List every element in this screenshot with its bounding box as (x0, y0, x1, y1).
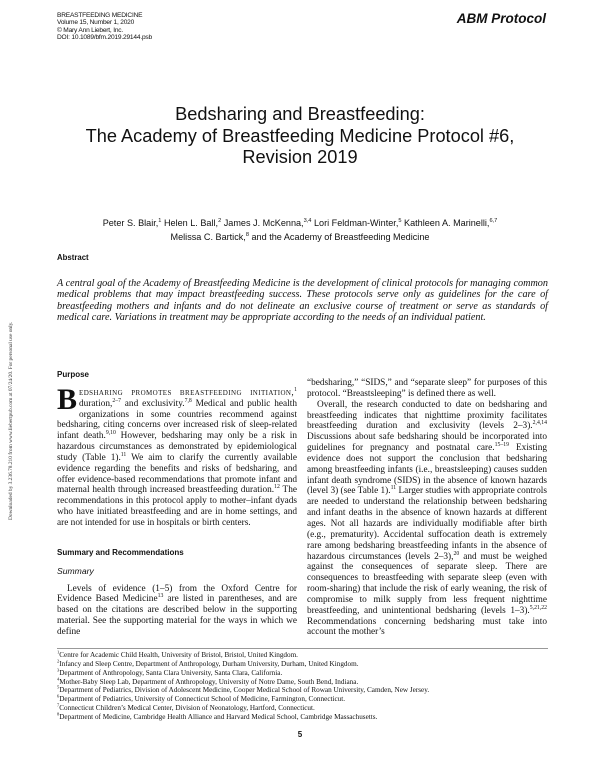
footnote-number: 1 (57, 649, 60, 655)
citation-superscript: 9,10 (105, 430, 116, 437)
citation-superscript: 12 (274, 484, 280, 491)
text-run: Lori Feldman-Winter, (311, 218, 399, 228)
footnote-text: Department of Anthropology, Santa Clara University, Santa Clara, California. (59, 668, 283, 677)
summary-paragraph-continued (307, 378, 547, 400)
footnote-text: Mother-Baby Sleep Lab, Department of Anthropology, University of Notre Dame, South Bend, Indiana. (59, 677, 359, 686)
title-line: The Academy of Breastfeeding Medicine Protocol #6, (85, 125, 515, 146)
footnote (57, 686, 429, 695)
footnote (57, 651, 429, 660)
summary-paragraph (307, 400, 547, 639)
footnote (57, 704, 429, 713)
citation-superscript: 2 (218, 217, 222, 224)
summary-heading: Summary and Recommendations (57, 547, 184, 557)
text-run: are listed in parentheses, and are based on the citations are described below in the supporting material. See the supporting material for the ways in which we define (57, 594, 297, 637)
protocol-label: ABM Protocol (456, 11, 546, 26)
author-list (0, 217, 600, 244)
citation-superscript: 13 (157, 593, 164, 600)
citation-superscript: 6,7 (489, 217, 498, 224)
footnote-number: 6 (57, 693, 60, 699)
text-run: “bedsharing,” “SIDS,” and “separate sleep” for purposes of this protocol. “Breastsleeping” is defined there as well. (307, 378, 547, 399)
text-run: Helen L. Ball, (161, 218, 219, 228)
citation-superscript: 1 (158, 217, 162, 224)
journal-doi: DOI: 10.1089/bfm.2019.29144.psb (57, 34, 152, 42)
citation-superscript: 1 (294, 386, 297, 393)
citation-superscript: 7,8 (184, 397, 192, 404)
footnote-text: Infancy and Sleep Centre, Department of Anthropology, Durham University, Durham, United Kingdom. (59, 659, 359, 668)
text-run: The recommendations in this protocol apply to mother–infant dyads who have initiated breastfeeding and are in home settings, and are not intended for use in hospitals or birth centers. (57, 485, 297, 528)
text-run: Larger studies with appropriate controls are needed to understand the relationship between bedsharing and infant deaths in the absence of known hazards at different ages. Not all hazards are individually modifiable after birth (e.g., prematurity). Accidental suffocation death is extremely rare among bedsharing breastfeeding infants in the absence of hazardous circumstances (levels 2–3), (307, 486, 548, 562)
left-column (57, 370, 297, 638)
title-line: Bedsharing and Breastfeeding: (175, 104, 425, 124)
text-run: Levels of evidence (1–5) from the Oxford Centre for Evidence Based Medicine (57, 583, 297, 605)
journal-name: BREASTFEEDING MEDICINE (57, 12, 143, 19)
citation-superscript: 5,21,22 (529, 604, 547, 611)
summary-subheading: Summary (57, 565, 94, 576)
citation-superscript: 11 (390, 485, 397, 492)
page-number: 5 (297, 730, 303, 739)
right-column (307, 378, 547, 638)
text-run: However, bedsharing may only be a risk in hazardous circumstances as demonstrated by epidemiological study (Table 1). (57, 431, 298, 463)
footnote-number: 5 (57, 684, 60, 690)
citation-superscript: 3,4 (303, 217, 312, 224)
text-run: Overall, the research conducted to date on bedsharing and breastfeeding indicates that nighttime proximity facilitates breastfeeding duration and exclusivity (levels 2–3). (307, 399, 547, 432)
text-run: Kathleen A. Marinelli, (401, 218, 490, 228)
author-line (0, 231, 600, 245)
affiliation-footnotes (57, 651, 429, 722)
text-run: duration, (79, 398, 113, 409)
purpose-heading: Purpose (57, 370, 90, 379)
text-run: Melissa C. Bartick, (170, 231, 246, 242)
footnote (57, 660, 429, 669)
journal-volume: Volume 15, Number 1, 2020 (57, 19, 135, 27)
author-line (0, 217, 600, 231)
footnote-number: 3 (57, 667, 60, 673)
purpose-lead: edsharing promotes breastfeeding initiation, (79, 387, 295, 398)
footnote-number: 7 (57, 702, 60, 708)
text-run: Recommendations concerning bedsharing must take into account the mother’s (307, 616, 547, 638)
journal-info (57, 12, 152, 42)
text-run: Discussions about safe bedsharing should be incorporated into guidelines for pregnancy and postnatal care. (307, 432, 547, 454)
citation-superscript: 2,4,14 (532, 420, 547, 427)
text-run: and must be weighed against the consequences of separate sleep. There are consequences to breastfeeding with separate sleep (even with room-sharing) that include the risk of early weaning, the risk of compromise to milk supply from less frequent nighttime breastfeeding, and unintentional bedsharing (levels 1–3). (307, 551, 547, 616)
footnote (57, 695, 429, 704)
footnote-text: Department of Pediatrics, University of Connecticut School of Medicine, Farmington, Connecticut. (59, 695, 346, 704)
text-run: Medical and public health organizations in some countries recommend against bedsharing, citing concerns over increased risk of sleep-related infant death. (57, 398, 297, 442)
title-line: Revision 2019 (242, 147, 358, 167)
citation-superscript: 5 (398, 217, 402, 224)
footnote-text: Centre for Academic Child Health, University of Bristol, Bristol, United Kingdom. (59, 651, 298, 659)
footnote (57, 669, 429, 678)
footnote-divider (57, 648, 548, 649)
footnote-number: 2 (57, 658, 60, 664)
text-run: and exclusivity. (120, 398, 185, 409)
text-run: We aim to clarify the currently available evidence regarding the benefits and risks of bedsharing, and offer evidence-based recommendations that promote infant and maternal health through increased breastfeeding duration. (57, 452, 297, 496)
footnote-number: 4 (57, 676, 60, 682)
drop-cap: B (57, 382, 78, 416)
abstract-heading: Abstract (57, 253, 89, 262)
abstract-text: A central goal of the Academy of Breastfeeding Medicine is the development of clinical protocols for managing common medical problems that may impact breastfeeding success. These protocols serve only as guidelines for the care of breastfeeding mothers and infants and do not delineate an exclusive course of treatment or serve as standards of medical care. Variations in treatment may be appropriate according to the needs of an individual patient. (57, 278, 548, 323)
purpose-text (57, 382, 298, 528)
citation-superscript: 8 (245, 231, 249, 238)
citation-superscript: 15–19 (494, 441, 509, 448)
summary-paragraph (57, 584, 297, 638)
text-run: James J. McKenna, (221, 218, 304, 228)
text-run: Existing evidence does not support the conclusion that bedsharing among breastfeeding infants (i.e., breastsleeping) causes sudden infant death syndrome (SIDS) in the absence of known hazards (level 3) (see Table 1). (307, 443, 547, 497)
purpose-paragraph (57, 382, 298, 529)
text-run: and the Academy of Breastfeeding Medicine (248, 231, 430, 242)
citation-superscript: 11 (120, 451, 127, 458)
citation-superscript: 20 (453, 550, 460, 557)
journal-copyright: © Mary Ann Liebert, Inc. (57, 26, 124, 34)
text-run: Peter S. Blair, (102, 218, 159, 228)
footnote-text: Department of Pediatrics, Division of Adolescent Medicine, Cooper Medical School of Rowan University, Camden, New Jersey. (59, 686, 430, 695)
citation-superscript: 2–7 (112, 397, 121, 404)
footnote-text: Department of Medicine, Cambridge Health Alliance and Harvard Medical School, Cambridge Massachusetts. (59, 712, 378, 721)
footnote-text: Connecticut Children’s Medical Center, Division of Neonatology, Hartford, Connecticut. (59, 704, 315, 713)
page-title (0, 104, 600, 169)
footnote-number: 8 (57, 711, 60, 717)
footnote (57, 713, 429, 722)
download-notice: Downloaded by 3.236.78.210 from www.liebertpub.com at 07/24/20. For personal use only. (8, 321, 14, 520)
